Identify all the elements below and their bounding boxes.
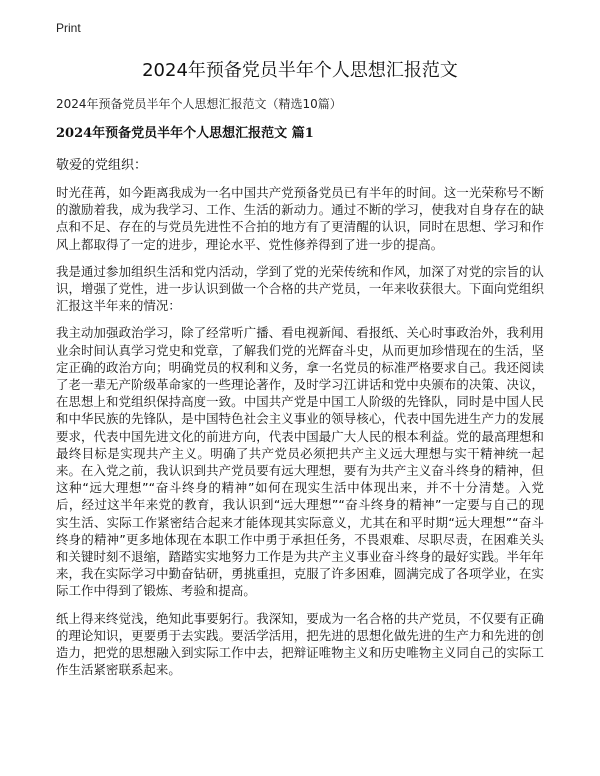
document-subtitle: 2024年预备党员半年个人思想汇报范文（精选10篇） [56,97,342,111]
document-body [56,184,544,688]
page-title: 2024年预备党员半年个人思想汇报范文 [142,60,458,81]
paragraph: 纸上得来终觉浅，绝知此事要躬行。我深知，要成为一名合格的共产党员，不仅要有正确的理论知识，更要勇于去实践。要活学活用，把先进的思想化做先进的生产力和先进的创造力，把党的思想融入到实际工作中去，把辩证唯物主义和历史唯物主义同自己的实际工作生活紧密联系起来。 [56,610,544,678]
paragraph: 我主动加强政治学习，除了经常听广播、看电视新闻、看报纸、关心时事政治外，我利用业余时间认真学习党史和党章，了解我们党的光辉奋斗史，从而更加珍惜现在的生活，坚定正确的政治方向；明确党员的权利和义务，拿一名党员的标准严格要求自己。我还阅读了老一辈无产阶级革命家的一些理论著作，及时学习江讲话和党中央颁布的决策、决议，在思想上和党组织保持高度一致。中国共产党是中国工人阶级的先锋队，同时是中国人民和中华民族的先锋队，是中国特色社会主义事业的领导核心，代表中国先进生产力的发展要求，代表中国先进文化的前进方向，代表中国最广大人民的根本利益。党的最高理想和最终目标是实现共产主义。明确了共产党员必须把共产主义远大理想与实干精神统一起来。在入党之前，我认识到共产党员要有远大理想，要有为共产主义奋斗终身的精神，但这种“远大理想”“奋斗终身的精神”如何在现实生活中体现出来，并不十分清楚。入党后，经过这半年来党的教育，我认识到“远大理想”“奋斗终身的精神”一定要与自己的现实生活、实际工作紧密结合起来才能体现其实际意义，尤其在和平时期“远大理想”“奋斗终身的精神”更多地体现在本职工作中勇于承担任务，不畏艰难、尽职尽责，在困难关头和关键时刻不退缩，踏踏实实地努力工作是为共产主义事业奋斗终身的最好实践。半年年来，我在实际学习中勤奋钻研，勇挑重担，克服了许多困难，圆满完成了各项学业，在实际工作中得到了锻炼、考验和提高。 [56,325,544,599]
section-heading: 2024年预备党员半年个人思想汇报范文 篇1 [56,126,314,141]
paragraph: 我是通过参加组织生活和党内活动，学到了党的光荣传统和作风，加深了对党的宗旨的认识，增强了党性，进一步认识到做一个合格的共产党员，一年来收获很大。下面向党组织汇报这半年来的情况： [56,263,544,314]
greeting: 敬爱的党组织： [56,158,148,173]
print-link[interactable]: Print [56,21,81,35]
paragraph: 时光荏苒，如今距离我成为一名中国共产党预备党员已有半年的时间。这一光荣称号不断的激励着我，成为我学习、工作、生活的新动力。通过不断的学习，使我对自身存在的缺点和不足、存在的与党员先进性不合拍的地方有了更清醒的认识，同时在思想、学习和作风上都取得了一定的进步，理论水平、党性修养得到了进一步的提高。 [56,185,544,252]
